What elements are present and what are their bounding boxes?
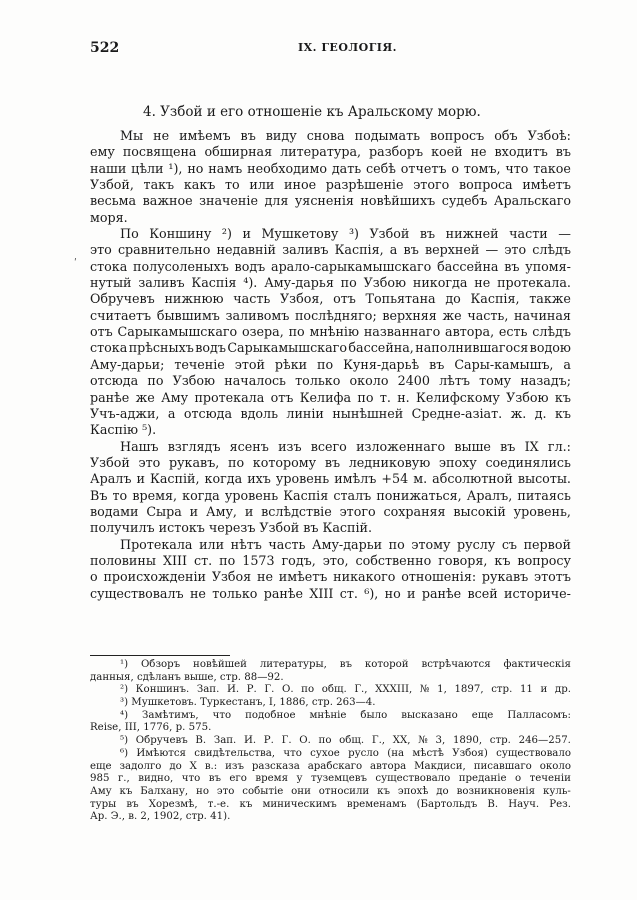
text-line: половины XIII ст. по 1573 годъ, это, собственно говоря, къ вопросу [90, 552, 571, 568]
text-line: Узбой это рукавъ, по которому въ ледниковую эпоху соединялись [90, 454, 571, 470]
footnote-line: ²) Коншинъ. Зап. И. Р. Г. О. по общ. Г., XXXIII, № 1, 1897, стр. 11 и др. [120, 684, 571, 696]
text-line: считаетъ бывшимъ заливомъ послѣдняго; верхняя же часть, начиная [90, 307, 571, 323]
main-text [90, 128, 571, 602]
footnote-line: 985 г., видно, что въ его время у туземцевъ существовало преданіе о теченіи [90, 773, 571, 785]
footnote-line: данныя, сдѣланъ выше, стр. 88—92. [90, 671, 284, 683]
text-line: существовалъ не только ранѣе XIII ст. ⁶), но и ранѣе всей историче- [90, 585, 571, 601]
footnote-line: ⁶) Имѣются свидѣтельства, что сухое русло (на мѣстѣ Узбоя) существовало [120, 747, 571, 759]
text-line: отсюда по Узбою началось только около 2400 лѣтъ тому назадъ; [90, 373, 571, 389]
footnote-line: ³) Мушкетовъ. Туркестанъ, I, 1886, стр. 263—4. [120, 697, 376, 709]
footnote-line: Reise, III, 1776, p. 575. [90, 722, 212, 734]
text-line: моря. [90, 209, 128, 225]
footnote-divider [90, 655, 230, 656]
text-line: По Коншину ²) и Мушкетову ³) Узбой въ нижней части — [120, 226, 571, 242]
text-line: Мы не имѣемъ въ виду снова подымать вопросъ объ Узбоѣ: [120, 128, 571, 143]
text-line: весьма важное значеніе для уясненія новѣйшихъ судебъ Аральскаго [90, 193, 571, 209]
margin-mark-icon: ʹ [74, 258, 77, 269]
footnote-line: ¹) Обзоръ новѣйшей литературы, въ которой встрѣчаются фактическія [120, 659, 571, 670]
footnotes [90, 659, 571, 824]
footnote-line: еще задолго до X в.: изъ разсказа арабскаго автора Макдиси, писавшаго около [90, 760, 571, 772]
text-line: наши цѣли ¹), но намъ необходимо дать себѣ отчетъ о томъ, что такое [90, 160, 571, 176]
text-line: Каспію ⁵). [90, 422, 157, 438]
text-line: Обручевъ нижнюю часть Узбоя, отъ Топьятана до Каспія, также [90, 291, 571, 307]
section-title: 4. Узбой и его отношеніе къ Аральскому морю. [143, 104, 481, 120]
text-line: Узбой, такъ какъ то или иное разрѣшеніе этого вопроса имѣетъ [90, 177, 571, 193]
page-number: 522 [90, 40, 120, 56]
text-line: ему посвящена обширная литература, разборъ коей не входитъ въ [90, 144, 571, 160]
text-line: Въ то время, когда уровень Каспія сталъ понижаться, Аралъ, питаясь [90, 487, 571, 503]
text-line: Аралъ и Каспій, когда ихъ уровень имѣлъ +54 м. абсолютной высоты. [90, 471, 571, 487]
text-line: стока прѣсныхъ водъ Сарыкамышскаго бассейна, наполнившагося водою [90, 340, 571, 356]
text-line: Учъ-аджи, а отсюда вдоль линіи нынѣшней Средне-азіат. ж. д. къ [90, 405, 571, 421]
text-line: нутый заливъ Каспія ⁴). Аму-дарья по Узбою никогда не протекала. [90, 275, 571, 291]
text-line: водами Сыра и Аму, и вслѣдствіе этого сохраняя высокій уровень, [90, 503, 571, 519]
text-line: Аму-дарьи; теченіе этой рѣки по Куня-дарьѣ въ Сары-камышъ, а [90, 356, 571, 372]
text-line: Нашъ взглядъ ясенъ изъ всего изложеннаго выше въ IX гл.: [120, 438, 571, 454]
running-head: IX. ГЕОЛОГІЯ. [298, 41, 397, 54]
footnote-line: ⁵) Обручевъ В. Зап. И. Р. Г. О. по общ. Г., XX, № 3, 1890, стр. 246—257. [120, 735, 571, 747]
text-line: ранѣе же Аму протекала отъ Келифа по т. н. Келифскому Узбою къ [90, 389, 571, 405]
text-line: отъ Сарыкамышскаго озера, по мнѣнію названнаго автора, есть слѣдъ [90, 324, 571, 340]
footnote-line: Аму къ Балхану, но это событіе они относили къ эпохѣ до возникновенія куль- [90, 785, 571, 797]
footnote-line: Ар. Э., в. 2, 1902, стр. 41). [90, 811, 231, 823]
text-line: о происхожденіи Узбоя не имѣетъ никакого отношенія: рукавъ этотъ [90, 569, 571, 585]
footnote-line: туры въ Хорезмѣ, т.-е. къ миническимъ временамъ (Бартольдъ В. Науч. Рез. [90, 798, 571, 810]
text-line: Протекала или нѣтъ часть Аму-дарьи по этому руслу съ первой [120, 536, 571, 552]
text-line: получилъ истокъ черезъ Узбой въ Каспій. [90, 520, 373, 536]
text-line: стока полусоленыхъ водъ арало-сарыкамышскаго бассейна въ упомя- [90, 258, 571, 274]
text-line: это сравнительно недавній заливъ Каспія, а въ верхней — это слѣдъ [90, 242, 571, 258]
footnote-line: ⁴) Замѣтимъ, что подобное мнѣніе было высказано еще Палласомъ: [120, 709, 571, 721]
page-header [90, 40, 571, 60]
